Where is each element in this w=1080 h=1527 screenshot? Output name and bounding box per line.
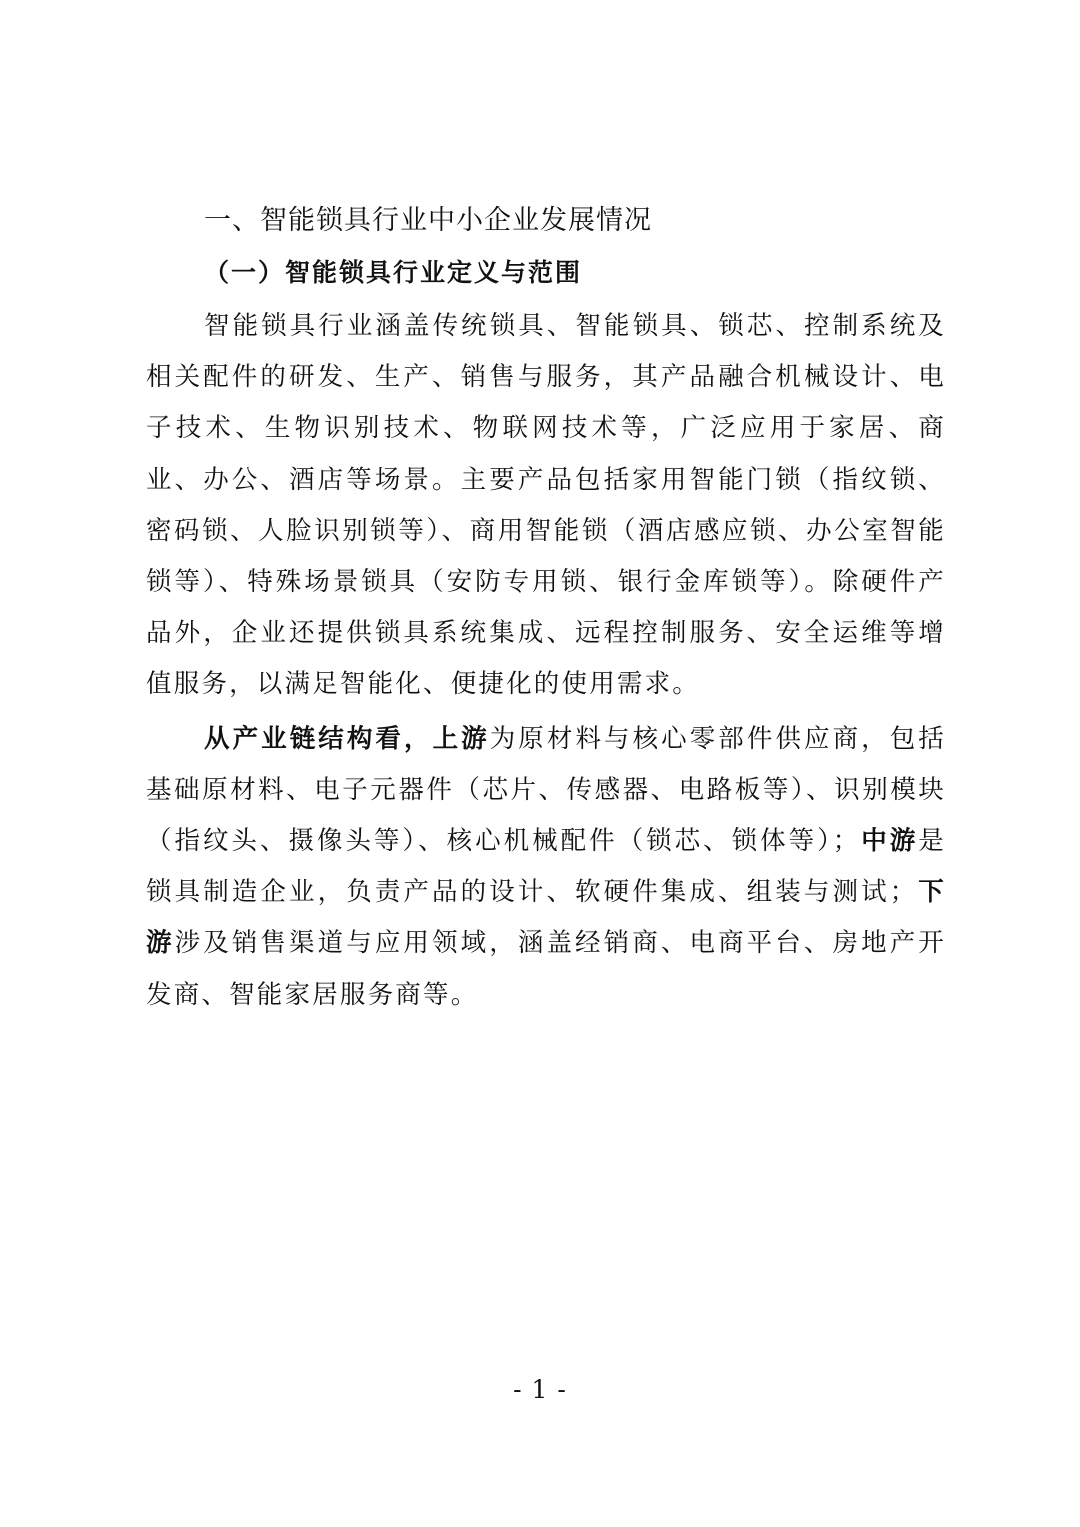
section-heading: 一、智能锁具行业中小企业发展情况 — [204, 205, 652, 236]
midstream-text: 是锁具制造企业，负责产品的设计、软硬件集成、组装与测试； — [146, 826, 946, 908]
industry-chain-paragraph — [146, 714, 946, 1021]
upstream-label: 上游 — [432, 723, 490, 754]
subsection-heading: （一）智能锁具行业定义与范围 — [204, 258, 583, 287]
downstream-label: 下游 — [146, 877, 946, 959]
upstream-text: 为原材料与核心零部件供应商，包括基础原材料、电子元器件（芯片、传感器、电路板等）、识别模块（指纹头、摄像头等）、核心机械配件（锁芯、锁体等）； — [146, 723, 947, 857]
downstream-text: 涉及销售渠道与应用领域，涵盖经销商、电商平台、房地产开发商、智能家居服务商等。 — [146, 928, 946, 1010]
document-body — [146, 196, 946, 1021]
page-number: - 1 - — [513, 1375, 567, 1404]
midstream-label: 中游 — [860, 826, 919, 857]
chain-intro-bold: 从产业链结构看， — [204, 723, 433, 754]
definition-paragraph: 智能锁具行业涵盖传统锁具、智能锁具、锁芯、控制系统及相关配件的研发、生产、销售与服务，其产品融合机械设计、电子技术、生物识别技术、物联网技术等，广泛应用于家居、商业、办公、酒店等场景。主要产品包括家用智能门锁（指纹锁、密码锁、人脸识别锁等）、商用智能锁（酒店感应锁、办公室智能锁等）、特殊场景锁具（安防专用锁、银行金库锁等）。除硬件产品外，企业还提供锁具系统集成、远程控制服务、安全运维等增值服务，以满足智能化、便捷化的使用需求。 — [146, 311, 946, 700]
